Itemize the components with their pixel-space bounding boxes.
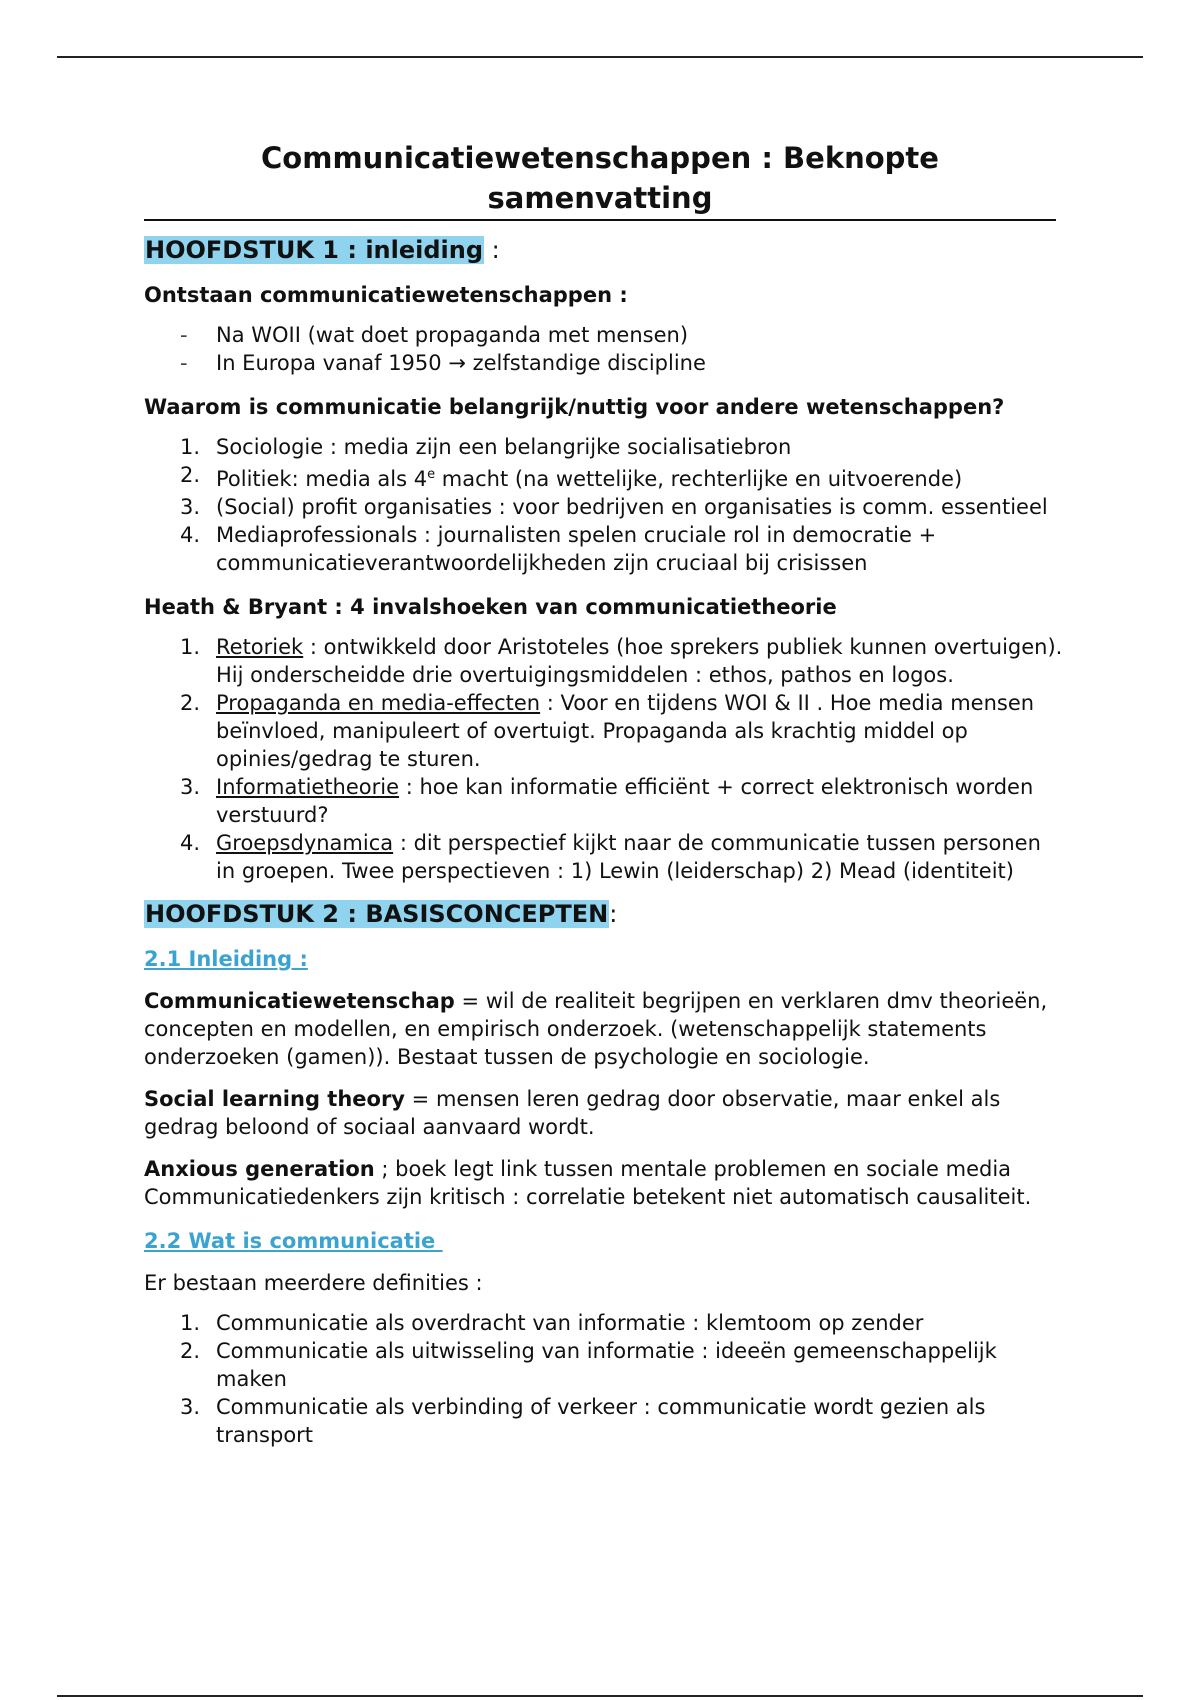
list-item bbox=[144, 1337, 1064, 1393]
definition-text: = mensen leren gedrag door observatie, maar enkel als gedrag beloond of sociaal aanvaard wordt. bbox=[144, 1087, 1001, 1139]
heath-bryant-heading: Heath & Bryant : 4 invalshoeken van communicatietheorie bbox=[144, 595, 837, 619]
item-number: 1. bbox=[180, 435, 201, 459]
item-term: Groepsdynamica bbox=[216, 831, 394, 855]
item-text: Communicatie als overdracht van informatie : klemtoom op zender bbox=[216, 1311, 924, 1335]
heath-bryant-list bbox=[144, 633, 1064, 885]
item-text: Communicatie als verbinding of verkeer : communicatie wordt gezien als transport bbox=[216, 1395, 986, 1447]
list-item bbox=[144, 829, 1064, 885]
item-number: 4. bbox=[180, 523, 201, 547]
definition-paragraph bbox=[144, 1155, 1064, 1211]
item-text: : ontwikkeld door Aristoteles (hoe sprekers publiek kunnen overtuigen). Hij onderscheidde drie overtuigingsmiddelen : ethos, pathos en logos. bbox=[216, 635, 1063, 687]
list-item bbox=[144, 521, 1064, 577]
definition-term: Communicatiewetenschap bbox=[144, 989, 455, 1013]
item-text: (Social) profit organisaties : voor bedrijven en organisaties is comm. essentieel bbox=[216, 495, 1048, 519]
item-number: 3. bbox=[180, 495, 201, 519]
chapter-1-heading-text: HOOFDSTUK 1 : inleiding bbox=[145, 236, 484, 264]
definition-paragraph bbox=[144, 1085, 1064, 1141]
section-2-2-heading: 2.2 Wat is communicatie bbox=[144, 1229, 443, 1253]
item-text: : dit perspectief kijkt naar de communicatie tussen personen in groepen. Twee perspectieven : 1) Lewin (leiderschap) 2) Mead (identiteit) bbox=[216, 831, 1041, 883]
chapter-1-heading-tail: : bbox=[484, 236, 500, 264]
list-item bbox=[144, 1309, 1064, 1337]
item-text: : hoe kan informatie efficiënt + correct elektronisch worden verstuurd? bbox=[216, 775, 1034, 827]
list-item bbox=[144, 633, 1064, 689]
item-number: 2. bbox=[180, 691, 201, 715]
origin-heading: Ontstaan communicatiewetenschappen : bbox=[144, 283, 628, 307]
item-number: 2. bbox=[180, 1339, 201, 1363]
origin-list bbox=[144, 321, 1064, 377]
page-bottom-rule bbox=[57, 1695, 1143, 1697]
item-number: 1. bbox=[180, 1311, 201, 1335]
item-text: Communicatie als uitwisseling van informatie : ideeën gemeenschappelijk maken bbox=[216, 1339, 997, 1391]
item-number: 4. bbox=[180, 831, 201, 855]
item-superscript: e bbox=[427, 467, 436, 482]
list-item bbox=[144, 493, 1064, 521]
why-heading: Waarom is communicatie belangrijk/nuttig voor andere wetenschappen? bbox=[144, 395, 1005, 419]
item-term: Retoriek bbox=[216, 635, 304, 659]
item-text: Politiek: media als 4 bbox=[216, 467, 428, 491]
item-number: 2. bbox=[180, 463, 201, 487]
item-number: 3. bbox=[180, 775, 201, 799]
page-top-rule bbox=[57, 56, 1143, 58]
definition-text: = wil de realiteit begrijpen en verklaren dmv theorieën, concepten en modellen, en empirisch onderzoek. (wetenschappelijk statements onderzoeken (gamen)). Bestaat tussen de psychologie en sociologie. bbox=[144, 989, 1048, 1069]
chapter-2-heading-tail: : bbox=[609, 900, 618, 928]
item-text: Mediaprofessionals : journalisten spelen cruciale rol in democratie + communicatieverantwoordelijkheden zijn cruciaal bij crisissen bbox=[216, 523, 937, 575]
definition-paragraph bbox=[144, 987, 1064, 1071]
item-number: 3. bbox=[180, 1395, 201, 1419]
chapter-2-heading bbox=[144, 899, 1064, 929]
chapter-2-heading-text: HOOFDSTUK 2 : BASISCONCEPTEN bbox=[145, 900, 609, 928]
document-title: Communicatiewetenschappen : Beknopte samenvatting bbox=[144, 138, 1056, 221]
list-item bbox=[144, 773, 1064, 829]
item-text: Sociologie : media zijn een belangrijke socialisatiebron bbox=[216, 435, 792, 459]
definition-term: Anxious generation bbox=[144, 1157, 375, 1181]
definition-term: Social learning theory bbox=[144, 1087, 405, 1111]
item-text: : Voor en tijdens WOI & II . Hoe media mensen beïnvloed, manipuleert of overtuigt. Propaganda als krachtig middel op opinies/gedrag te sturen. bbox=[216, 691, 1035, 771]
section-2-1-heading: 2.1 Inleiding : bbox=[144, 947, 308, 971]
item-term: Informatietheorie bbox=[216, 775, 400, 799]
list-item bbox=[144, 1393, 1064, 1449]
definition-text: ; boek legt link tussen mentale problemen en sociale media Communicatiedenkers zijn kritisch : correlatie betekent niet automatisch causaliteit. bbox=[144, 1157, 1032, 1209]
chapter-1-heading bbox=[144, 235, 1064, 265]
item-term: Propaganda en media-effecten bbox=[216, 691, 541, 715]
item-number: 1. bbox=[180, 635, 201, 659]
why-list bbox=[144, 433, 1064, 577]
document-body bbox=[144, 138, 1064, 1449]
list-item: - Na WOII (wat doet propaganda met mensen) bbox=[144, 321, 1064, 349]
definitions-list bbox=[144, 1309, 1064, 1449]
list-item bbox=[144, 461, 1064, 493]
list-item: - In Europa vanaf 1950 → zelfstandige discipline bbox=[144, 349, 1064, 377]
section-2-2-intro: Er bestaan meerdere definities : bbox=[144, 1271, 483, 1295]
list-item bbox=[144, 689, 1064, 773]
item-text-cont: macht (na wettelijke, rechterlijke en uitvoerende) bbox=[435, 467, 963, 491]
list-item bbox=[144, 433, 1064, 461]
